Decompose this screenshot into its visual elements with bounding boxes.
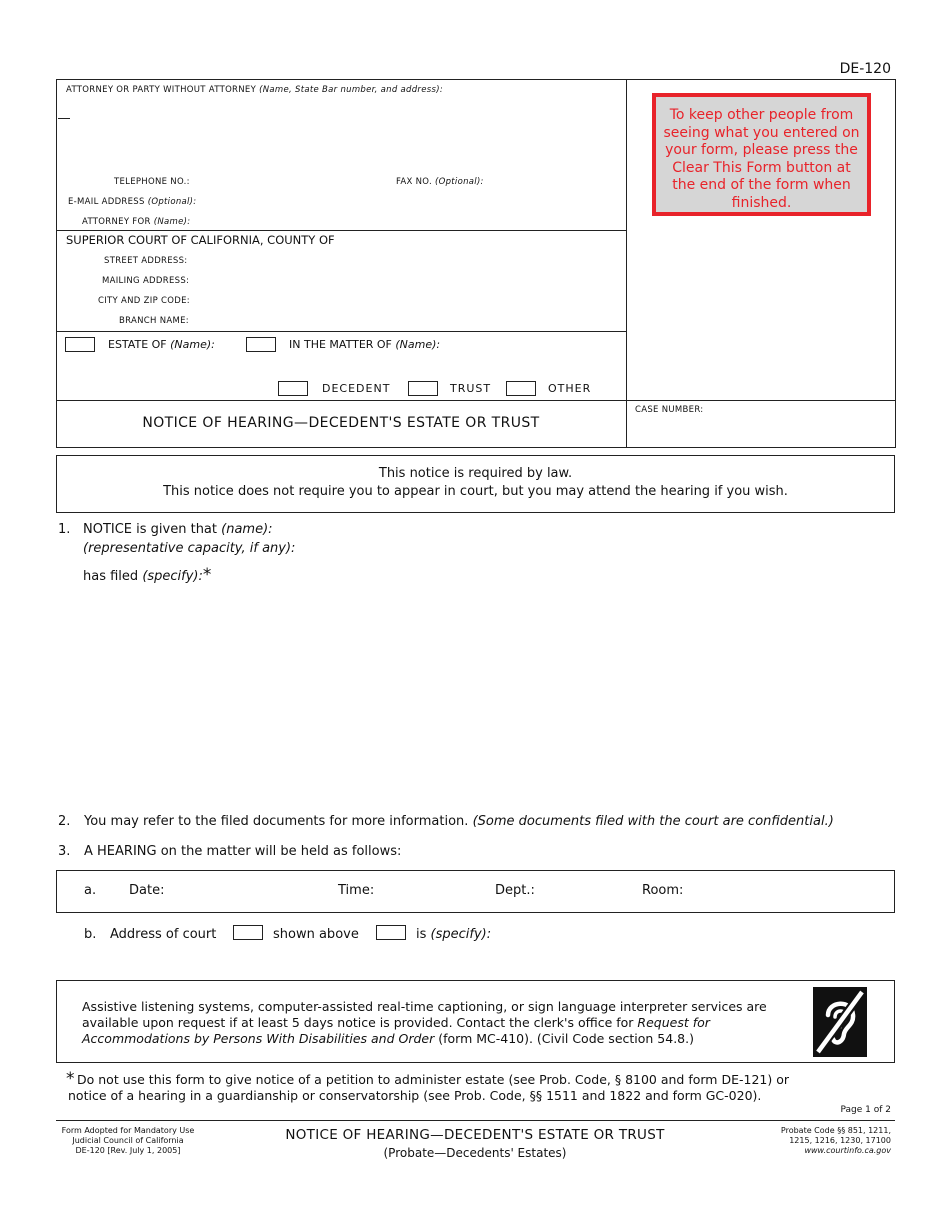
- attorney-label: ATTORNEY OR PARTY WITHOUT ATTORNEY (Name, State Bar number, and address):: [66, 85, 443, 95]
- room-field[interactable]: [688, 878, 888, 902]
- other-checkbox[interactable]: [506, 381, 536, 396]
- privacy-notice: To keep other people from seeing what you entered on your form, please press the Clear This Form button at the end of the form when finished.: [652, 93, 871, 216]
- item3a-letter: a.: [84, 883, 97, 898]
- estate-of-checkbox[interactable]: [65, 337, 95, 352]
- footnote-line2: notice of a hearing in a guardianship or conservatorship (see Prob. Code, §§ 1511 and 1822 and form GC-020).: [68, 1088, 762, 1103]
- mailing-address-label: MAILING ADDRESS:: [102, 276, 190, 286]
- room-label: Room:: [642, 883, 684, 898]
- shown-above-checkbox[interactable]: [233, 925, 263, 940]
- item1-specify-field[interactable]: [83, 585, 893, 805]
- item3-number: 3.: [58, 844, 71, 859]
- item1-number: 1.: [58, 522, 71, 537]
- shown-above-label: shown above: [273, 927, 359, 942]
- trust-label: TRUST: [450, 382, 492, 395]
- telephone-label: TELEPHONE NO.:: [114, 177, 190, 187]
- form-title: NOTICE OF HEARING—DECEDENT'S ESTATE OR TRUST: [142, 415, 540, 431]
- item1-filed-label: has filed (specify):*: [83, 565, 212, 585]
- fax-label: FAX NO. (Optional):: [396, 177, 484, 187]
- dept-field[interactable]: [538, 878, 634, 902]
- law-notice-line2: This notice does not require you to appear in court, but you may attend the hearing if you wish.: [163, 484, 788, 499]
- in-the-matter-of-checkbox[interactable]: [246, 337, 276, 352]
- law-notice-line1: This notice is required by law.: [378, 466, 573, 481]
- court-heading: SUPERIOR COURT OF CALIFORNIA, COUNTY OF: [66, 233, 335, 247]
- footnote-asterisk: *: [66, 1069, 75, 1089]
- estate-of-label: ESTATE OF (Name):: [108, 338, 215, 351]
- email-label: E-MAIL ADDRESS (Optional):: [68, 197, 197, 207]
- accessibility-line2: available upon request if at least 5 days notice is provided. Contact the clerk's office for Request for: [82, 1015, 710, 1030]
- date-label: Date:: [129, 883, 165, 898]
- is-specify-label: is (specify):: [416, 927, 492, 942]
- hearing-assistance-icon: [813, 987, 867, 1057]
- is-specify-checkbox[interactable]: [376, 925, 406, 940]
- address-of-court-label: Address of court: [110, 927, 217, 942]
- footnote-line1: Do not use this form to give notice of a petition to administer estate (see Prob. Code, § 8100 and form DE-121) or: [77, 1072, 789, 1087]
- footer-title: NOTICE OF HEARING—DECEDENT'S ESTATE OR TRUST: [285, 1127, 665, 1143]
- item1-capacity-label: (representative capacity, if any):: [83, 541, 296, 556]
- attorney-for-label: ATTORNEY FOR (Name):: [82, 217, 191, 227]
- branch-name-label: BRANCH NAME:: [119, 316, 189, 326]
- item2-number: 2.: [58, 814, 71, 829]
- decedent-checkbox[interactable]: [278, 381, 308, 396]
- footer-subtitle: (Probate—Decedents' Estates): [383, 1146, 567, 1160]
- item1-notice-label: NOTICE is given that (name):: [83, 522, 273, 537]
- trust-checkbox[interactable]: [408, 381, 438, 396]
- form-number: DE-120: [839, 61, 891, 77]
- footer-left: Form Adopted for Mandatory Use Judicial Council of California DE-120 [Rev. July 1, 2005]: [61, 1126, 195, 1155]
- footer-rule: [56, 1120, 895, 1121]
- in-the-matter-of-label: IN THE MATTER OF (Name):: [289, 338, 441, 351]
- page-number: Page 1 of 2: [840, 1105, 891, 1115]
- other-label: OTHER: [548, 382, 592, 395]
- accessibility-line1: Assistive listening systems, computer-assisted real-time captioning, or sign language interpreter services are: [82, 999, 767, 1014]
- item3-text: A HEARING on the matter will be held as follows:: [84, 844, 402, 859]
- time-field[interactable]: [378, 878, 488, 902]
- case-number-field[interactable]: [630, 418, 892, 444]
- caption-divider: [626, 79, 627, 448]
- decedent-label: DECEDENT: [322, 382, 391, 395]
- dept-label: Dept.:: [495, 883, 535, 898]
- item2-text: You may refer to the filed documents for more information. (Some documents filed with the court are confidential.): [84, 814, 834, 829]
- item3b-letter: b.: [84, 927, 97, 942]
- time-label: Time:: [338, 883, 375, 898]
- city-zip-label: CITY AND ZIP CODE:: [98, 296, 190, 306]
- footer-right: Probate Code §§ 851, 1211, 1215, 1216, 1230, 17100 www.courtinfo.ca.gov: [780, 1126, 891, 1155]
- address-specify-field[interactable]: [488, 922, 888, 946]
- date-field[interactable]: [170, 878, 330, 902]
- accessibility-line3: Accommodations by Persons With Disabilities and Order (form MC-410). (Civil Code section 54.8.): [82, 1031, 694, 1046]
- street-address-label: STREET ADDRESS:: [104, 256, 188, 266]
- case-number-label: CASE NUMBER:: [635, 405, 704, 415]
